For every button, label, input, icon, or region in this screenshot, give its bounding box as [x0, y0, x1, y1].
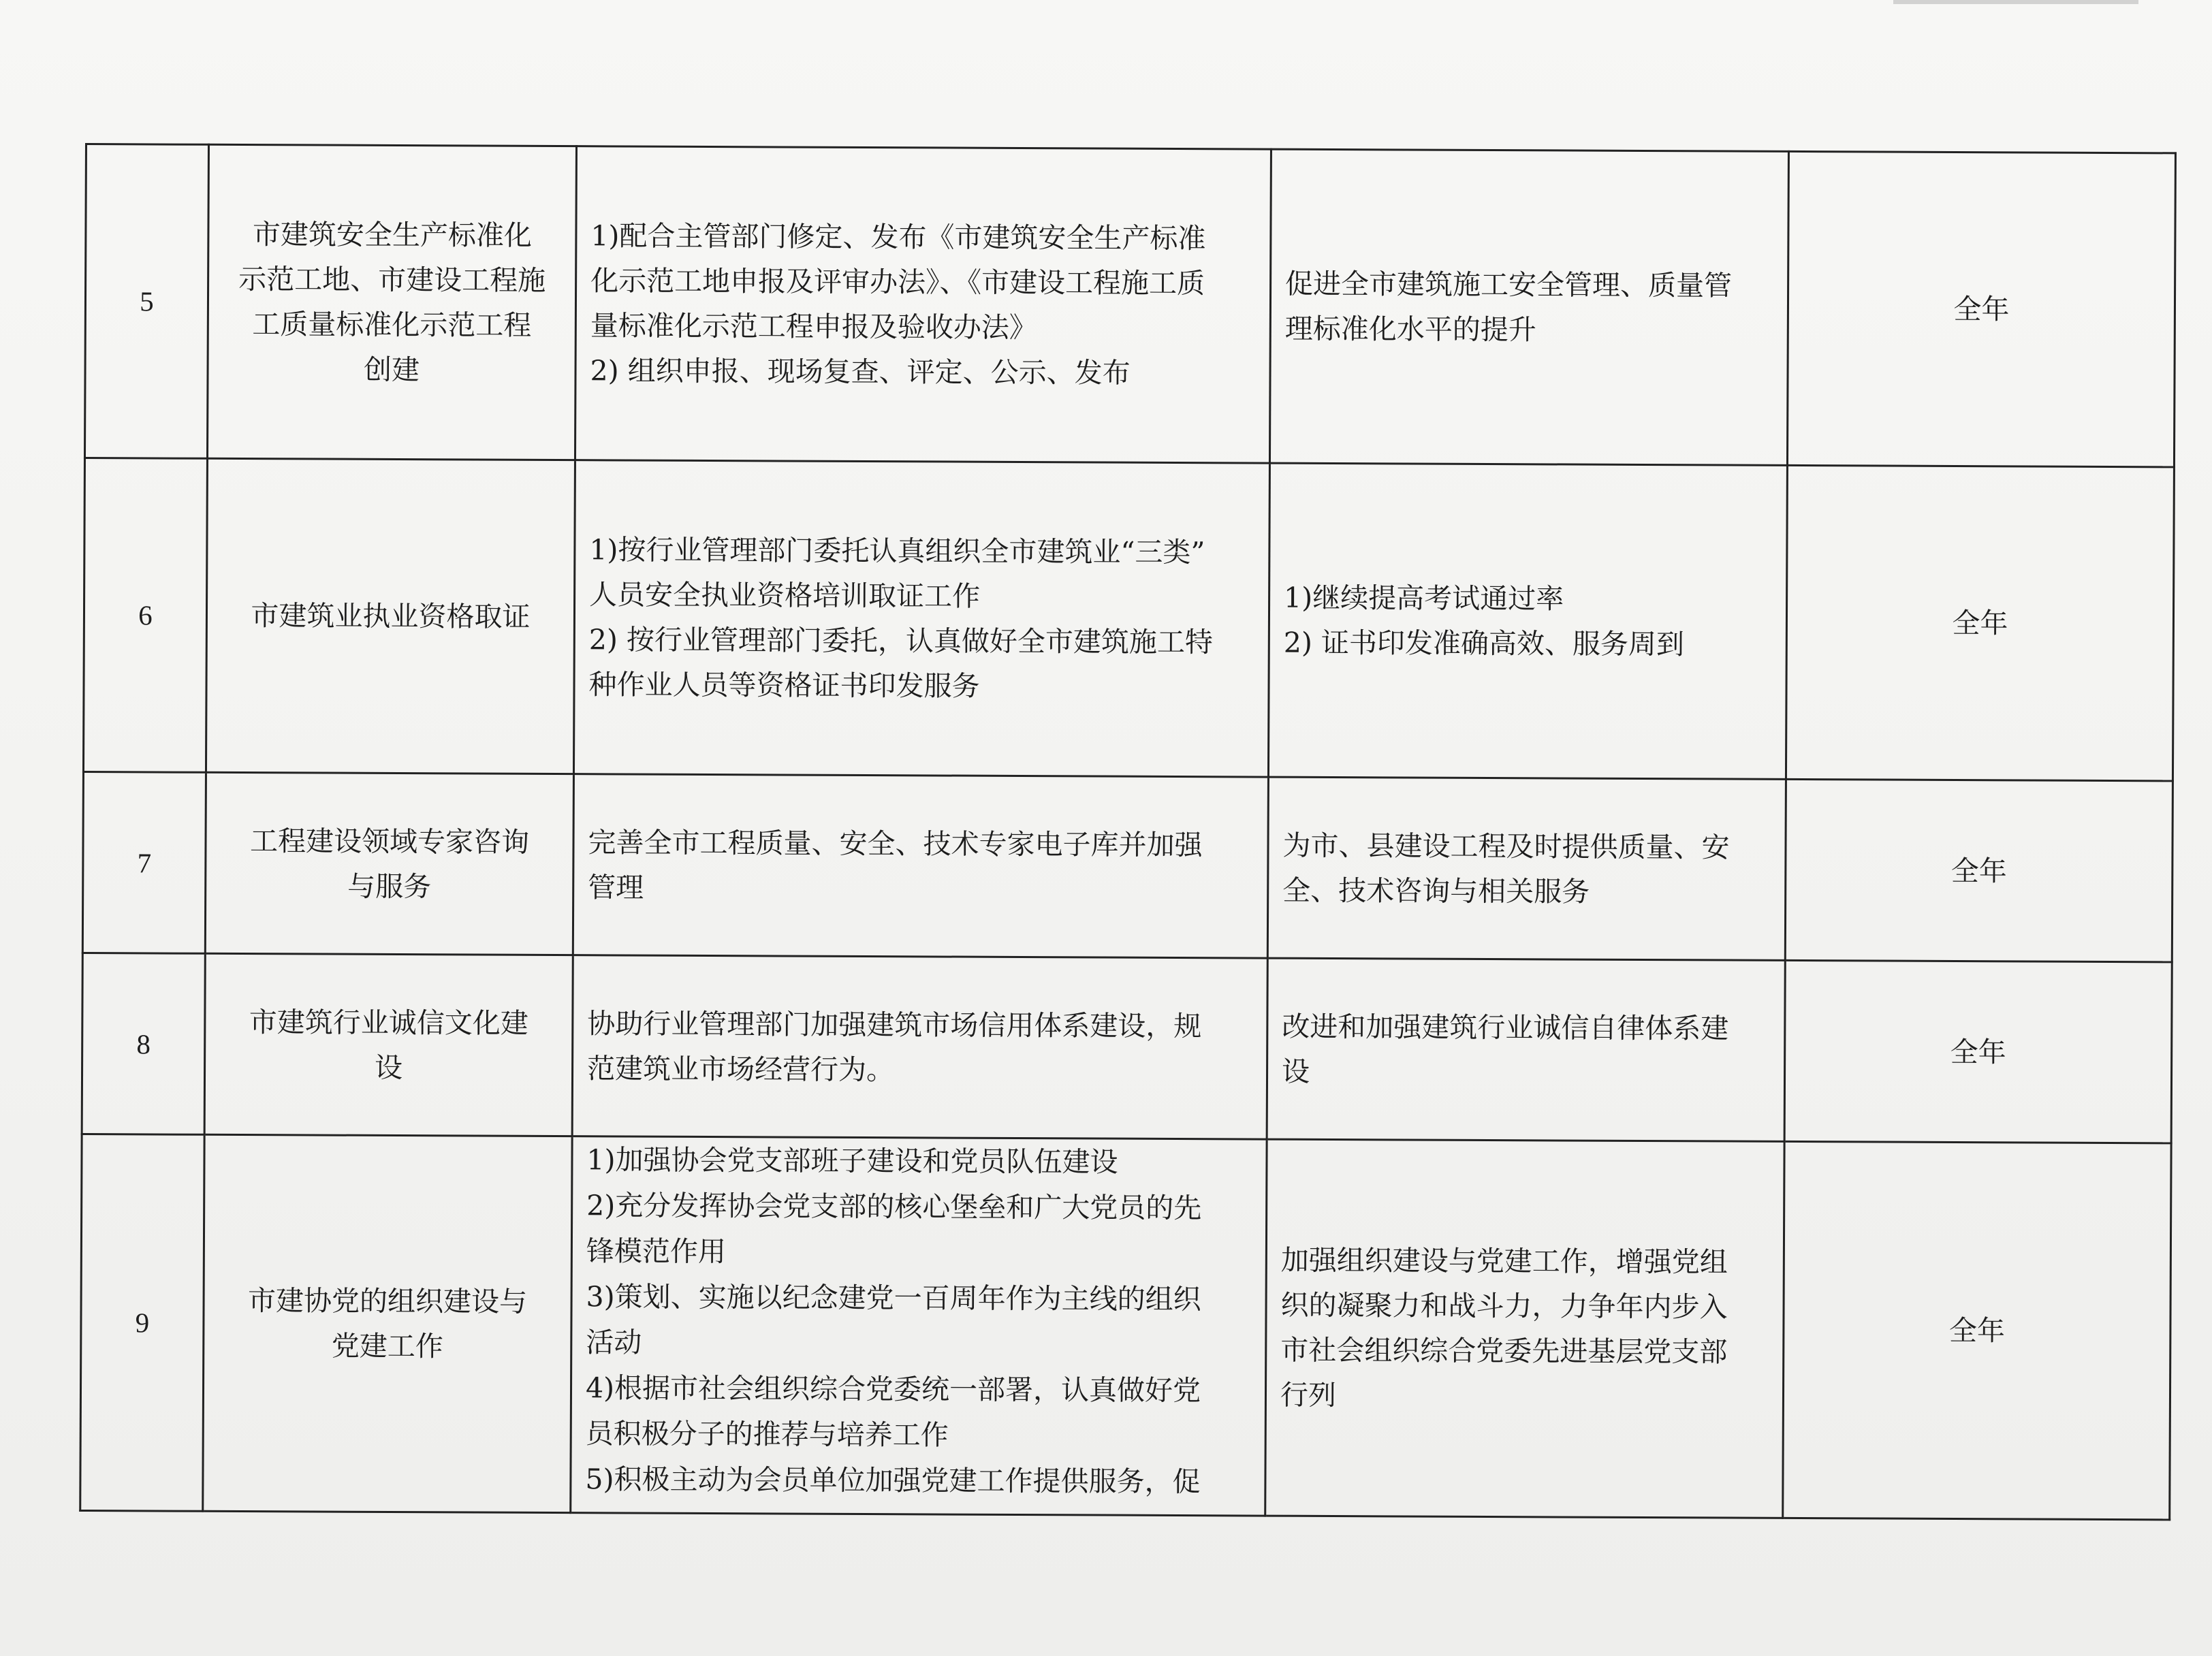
row-number: 8 [82, 953, 205, 1134]
work-item-line: 与服务 [347, 870, 432, 903]
work-content-line: 完善全市工程质量、安全、技术专家电子库并加强 [588, 825, 1203, 861]
work-goal-line: 全、技术咨询与相关服务 [1282, 874, 1590, 908]
table-row [80, 1134, 2171, 1519]
work-content-line: 锋模范作用 [586, 1235, 727, 1269]
work-content-line: 1)配合主管部门修定、发布《市建筑安全生产标准 [590, 219, 1206, 255]
work-content [571, 1136, 1267, 1516]
row-number: 9 [80, 1134, 204, 1511]
row-number: 6 [83, 458, 207, 773]
work-goal [1269, 149, 1788, 465]
work-content-line: 化示范工地申报及评审办法》、《市建设工程施工质 [590, 264, 1205, 300]
work-goal [1265, 1139, 1784, 1518]
table-row [82, 771, 2172, 961]
work-item-line: 工程建设领域专家咨询 [249, 824, 530, 859]
work-item-line: 工质量标准化示范工程 [252, 308, 532, 342]
work-content-line: 种作业人员等资格证书印发服务 [588, 668, 980, 703]
work-item-line: 设 [374, 1051, 403, 1084]
work-goal [1267, 777, 1786, 960]
work-content-line: 量标准化示范工程申报及验收办法》 [590, 309, 1037, 345]
work-content [572, 955, 1267, 1139]
work-goal-line: 改进和加强建筑行业诚信自律体系建 [1282, 1010, 1729, 1045]
work-time: 全年 [1786, 465, 2174, 780]
row-number: 5 [84, 144, 208, 459]
work-goal-line: 为市、县建设工程及时提供质量、安 [1282, 829, 1730, 864]
work-goal-line: 2) 证书印发准确高效、服务周到 [1283, 626, 1685, 661]
work-goal-line: 1)继续提高考试通过率 [1283, 581, 1564, 616]
work-content-line: 管理 [588, 870, 644, 904]
work-content [573, 774, 1268, 958]
work-content-line: 1)加强协会党支部班子建设和党员队伍建设 [586, 1143, 1118, 1179]
work-time: 全年 [1784, 960, 2172, 1143]
work-content-line: 人员安全执业资格培训取证工作 [589, 578, 981, 613]
work-item [205, 772, 573, 955]
work-item-line: 市建筑业执业资格取证 [251, 599, 531, 633]
scan-edge-mark [1893, 0, 2138, 4]
work-goal-line: 织的凝聚力和战斗力，力争年内步入 [1280, 1288, 1728, 1324]
work-plan-table [79, 143, 2177, 1520]
work-content-line: 2) 组织申报、现场复查、评定、公示、发布 [590, 354, 1131, 389]
work-content-line: 活动 [586, 1326, 642, 1359]
row-number: 7 [82, 771, 206, 953]
work-item [207, 144, 576, 460]
work-goal [1268, 463, 1787, 779]
work-item-line: 市建协党的组织建设与 [247, 1284, 528, 1318]
work-goal-line: 加强组织建设与党建工作，增强党组 [1280, 1243, 1728, 1279]
work-content [575, 146, 1271, 463]
table-row [82, 953, 2172, 1143]
table-row [84, 144, 2175, 467]
work-content-line: 范建筑业市场经营行为。 [586, 1051, 895, 1086]
work-item [206, 458, 575, 774]
work-item-line: 创建 [363, 353, 420, 387]
work-content-line: 4)根据市社会组织综合党委统一部署，认真做好党 [585, 1371, 1201, 1407]
work-content-line: 3)策划、实施以纪念建党一百周年作为主线的组织 [586, 1280, 1201, 1316]
table-row [83, 458, 2174, 781]
work-time: 全年 [1783, 1141, 2171, 1519]
work-item [204, 953, 573, 1136]
work-item-line: 示范工地、市建设工程施 [238, 262, 546, 297]
work-content-line: 员积极分子的推荐与培养工作 [585, 1417, 949, 1452]
work-time: 全年 [1787, 151, 2175, 466]
work-content-line: 协助行业管理部门加强建筑市场信用体系建设，规 [587, 1006, 1202, 1042]
work-content-line: 1)按行业管理部门委托认真组织全市建筑业“三类” [589, 533, 1205, 569]
work-content [573, 460, 1269, 777]
work-goal-line: 理标准化水平的提升 [1284, 312, 1536, 347]
work-content-line: 2) 按行业管理部门委托，认真做好全市建筑施工特 [588, 623, 1214, 659]
work-goal [1267, 958, 1785, 1141]
work-content-line: 2)充分发挥协会党支部的核心堡垒和广大党员的先 [586, 1189, 1202, 1225]
work-goal-line: 行列 [1280, 1378, 1337, 1412]
work-goal-line: 市社会组织综合党委先进基层党支部 [1280, 1333, 1728, 1369]
work-item [203, 1134, 572, 1512]
work-time: 全年 [1785, 779, 2172, 961]
work-goal-line: 促进全市建筑施工安全管理、质量管 [1285, 267, 1733, 302]
work-item-line: 市建筑安全生产标准化 [252, 218, 533, 252]
work-item-line: 市建筑行业诚信文化建 [249, 1005, 528, 1040]
work-content-line: 5)积极主动为会员单位加强党建工作提供服务，促 [585, 1463, 1201, 1499]
work-goal-line: 设 [1281, 1055, 1310, 1088]
work-item-line: 党建工作 [331, 1329, 443, 1363]
